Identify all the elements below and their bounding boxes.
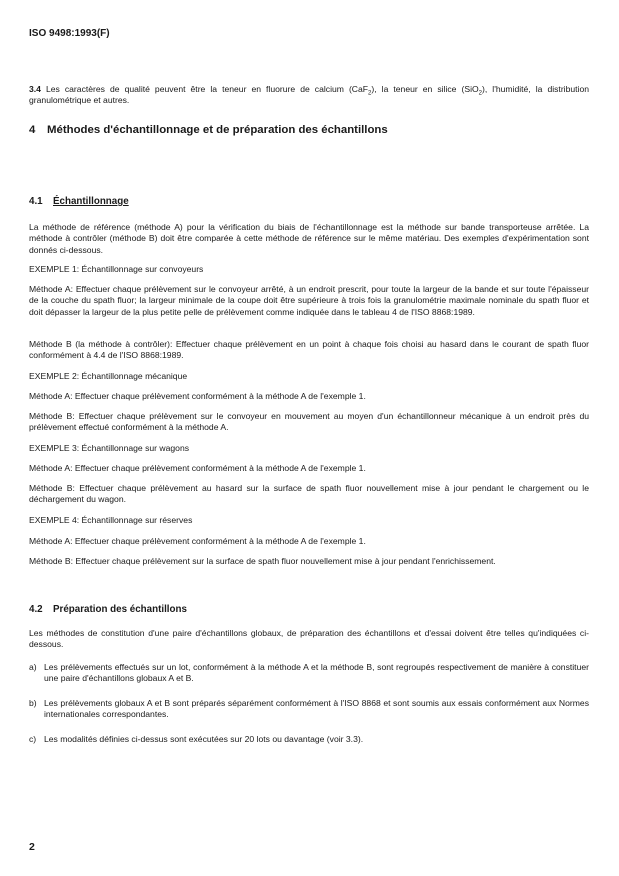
clause-text: ), la teneur en silice (SiO	[371, 84, 479, 94]
section-4-heading	[29, 125, 388, 136]
list-marker: b)	[29, 698, 37, 708]
example-4-method-a: Méthode A: Effectuer chaque prélèvement conformément à la méthode A de l'exemple 1.	[29, 536, 366, 546]
example-2-method-b: Méthode B: Effectuer chaque prélèvement sur le convoyeur en mouvement au moyen d'un échantillonneur mécanique à un endroit près du prélèvement effectué conformément à la méthode A.	[29, 411, 589, 433]
section-number: 4.1	[29, 196, 43, 207]
example-2-title: EXEMPLE 2: Échantillonnage mécanique	[29, 371, 188, 381]
list-item	[29, 662, 589, 685]
list-marker: c)	[29, 734, 37, 744]
section-4-2-heading	[29, 604, 187, 615]
sampling-intro: La méthode de référence (méthode A) pour la vérification du biais de l'échantillonnage est la méthode sur bande transporteuse arrêtée. La méthode à contrôler (méthode B) doit être comparée à cette méthode de référence sur le même matériau. Des exemples d'expérimentation sont donnés ci-dessous.	[29, 222, 589, 255]
section-number: 4.2	[29, 604, 43, 615]
document-header: ISO 9498:1993(F)	[29, 28, 110, 39]
list-item	[29, 734, 589, 745]
clause-3-4	[29, 84, 589, 107]
example-4-title: EXEMPLE 4: Échantillonnage sur réserves	[29, 515, 193, 525]
subscript: 2	[478, 90, 483, 97]
example-4-method-b: Méthode B: Effectuer chaque prélèvement sur la surface de spath fluor nouvellement mise à jour pendant l'enrichissement.	[29, 556, 496, 566]
section-title: Méthodes d'échantillonnage et de préparation des échantillons	[47, 124, 388, 136]
clause-text: ), l'humidité, la distribution granulométrique et autres.	[29, 84, 590, 106]
example-2-method-a: Méthode A: Effectuer chaque prélèvement conformément à la méthode A de l'exemple 1.	[29, 391, 366, 401]
example-3-method-b: Méthode B: Effectuer chaque prélèvement au hasard sur la surface de spath fluor nouvellement mise à jour pendant le chargement ou le déchargement du wagon.	[29, 483, 589, 505]
list-item-text: Les modalités définies ci-dessus sont exécutées sur 20 lots ou davantage (voir 3.3).	[44, 734, 364, 744]
section-number: 4	[29, 124, 36, 136]
example-1-method-a: Méthode A: Effectuer chaque prélèvement sur le convoyeur arrêté, à un endroit prescrit, pour toute la largeur de la bande et sur toute l'épaisseur de la couche du spath fluor; la largeur minimale de la coupe doit être supérieure à trois fois la granulométrie maximale nominale du spath fluor et doit dépasser la largeur de la plus petite pelle de prélèvement comme indiquée dans le tableau 4 de l'ISO 8868:1989.	[29, 284, 589, 317]
section-title: Préparation des échantillons	[53, 604, 187, 615]
example-1-method-b: Méthode B (la méthode à contrôler): Effectuer chaque prélèvement en un point à chaque fois choisi au hasard dans le courant de spath fluor conformément à 4.4 de l'ISO 8868:1989.	[29, 339, 589, 361]
list-item-text: Les prélèvements globaux A et B sont préparés séparément conformément à l'ISO 8868 et sont soumis aux essais conformément aux Normes internationales correspondantes.	[44, 698, 589, 720]
page-number: 2	[29, 841, 35, 853]
subscript: 2	[368, 90, 372, 97]
example-3-method-a: Méthode A: Effectuer chaque prélèvement conformément à la méthode A de l'exemple 1.	[29, 463, 366, 473]
example-3-title: EXEMPLE 3: Échantillonnage sur wagons	[29, 443, 190, 453]
clause-text: Les caractères de qualité peuvent être la teneur en fluorure de calcium (CaF	[40, 84, 369, 94]
section-title: Échantillonnage	[53, 196, 129, 207]
preparation-intro: Les méthodes de constitution d'une paire d'échantillons globaux, de préparation des échantillons et d'essai doivent être telles qu'indiquées ci-dessous.	[29, 628, 589, 650]
list-marker: a)	[29, 662, 37, 672]
list-item-text: Les prélèvements effectués sur un lot, conformément à la méthode A et la méthode B, sont regroupés respectivement de manière à constituer une paire d'échantillons globaux A et B.	[44, 662, 589, 684]
clause-number: 3.4	[29, 84, 41, 94]
example-1-title: EXEMPLE 1: Échantillonnage sur convoyeurs	[29, 264, 204, 274]
section-4-1-heading	[29, 196, 129, 207]
list-item	[29, 698, 589, 721]
